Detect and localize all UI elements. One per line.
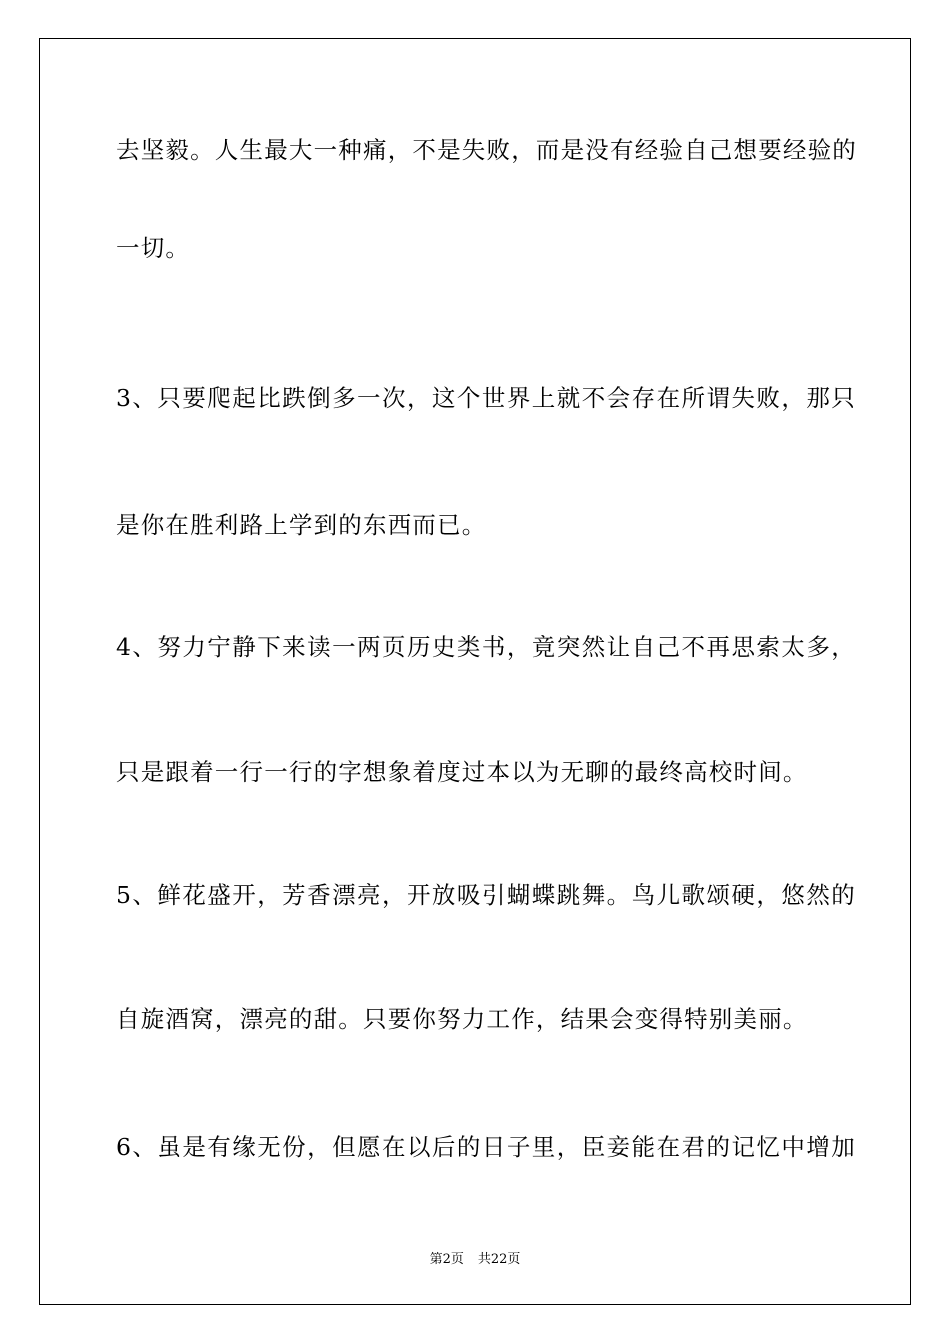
text-line-7: 5、鲜花盛开，芳香漂亮，开放吸引蝴蝶跳舞。鸟儿歌颂硬，悠然的 [116,881,856,909]
page-border [39,38,911,1305]
page-footer [0,1248,950,1267]
text-line-8: 自旋酒窝，漂亮的甜。只要你努力工作，结果会变得特别美丽。 [116,1005,808,1033]
text-line-5: 4、努力宁静下来读一两页历史类书，竟突然让自己不再思索太多， [116,633,856,661]
page-number: 第2页 [429,1252,464,1267]
text-line-4: 是你在胜利路上学到的东西而已。 [116,511,487,539]
page-total: 共22页 [477,1252,521,1267]
text-line-1: 去坚毅。人生最大一种痛，不是失败，而是没有经验自己想要经验的 [116,136,857,164]
text-line-3: 3、只要爬起比跌倒多一次，这个世界上就不会存在所谓失败，那只 [116,384,856,412]
text-line-2: 一切。 [116,234,191,262]
text-line-6: 只是跟着一行一行的字想象着度过本以为无聊的最终高校时间。 [116,758,808,786]
text-line-9: 6、虽是有缘无份，但愿在以后的日子里，臣妾能在君的记忆中增加 [116,1133,856,1161]
